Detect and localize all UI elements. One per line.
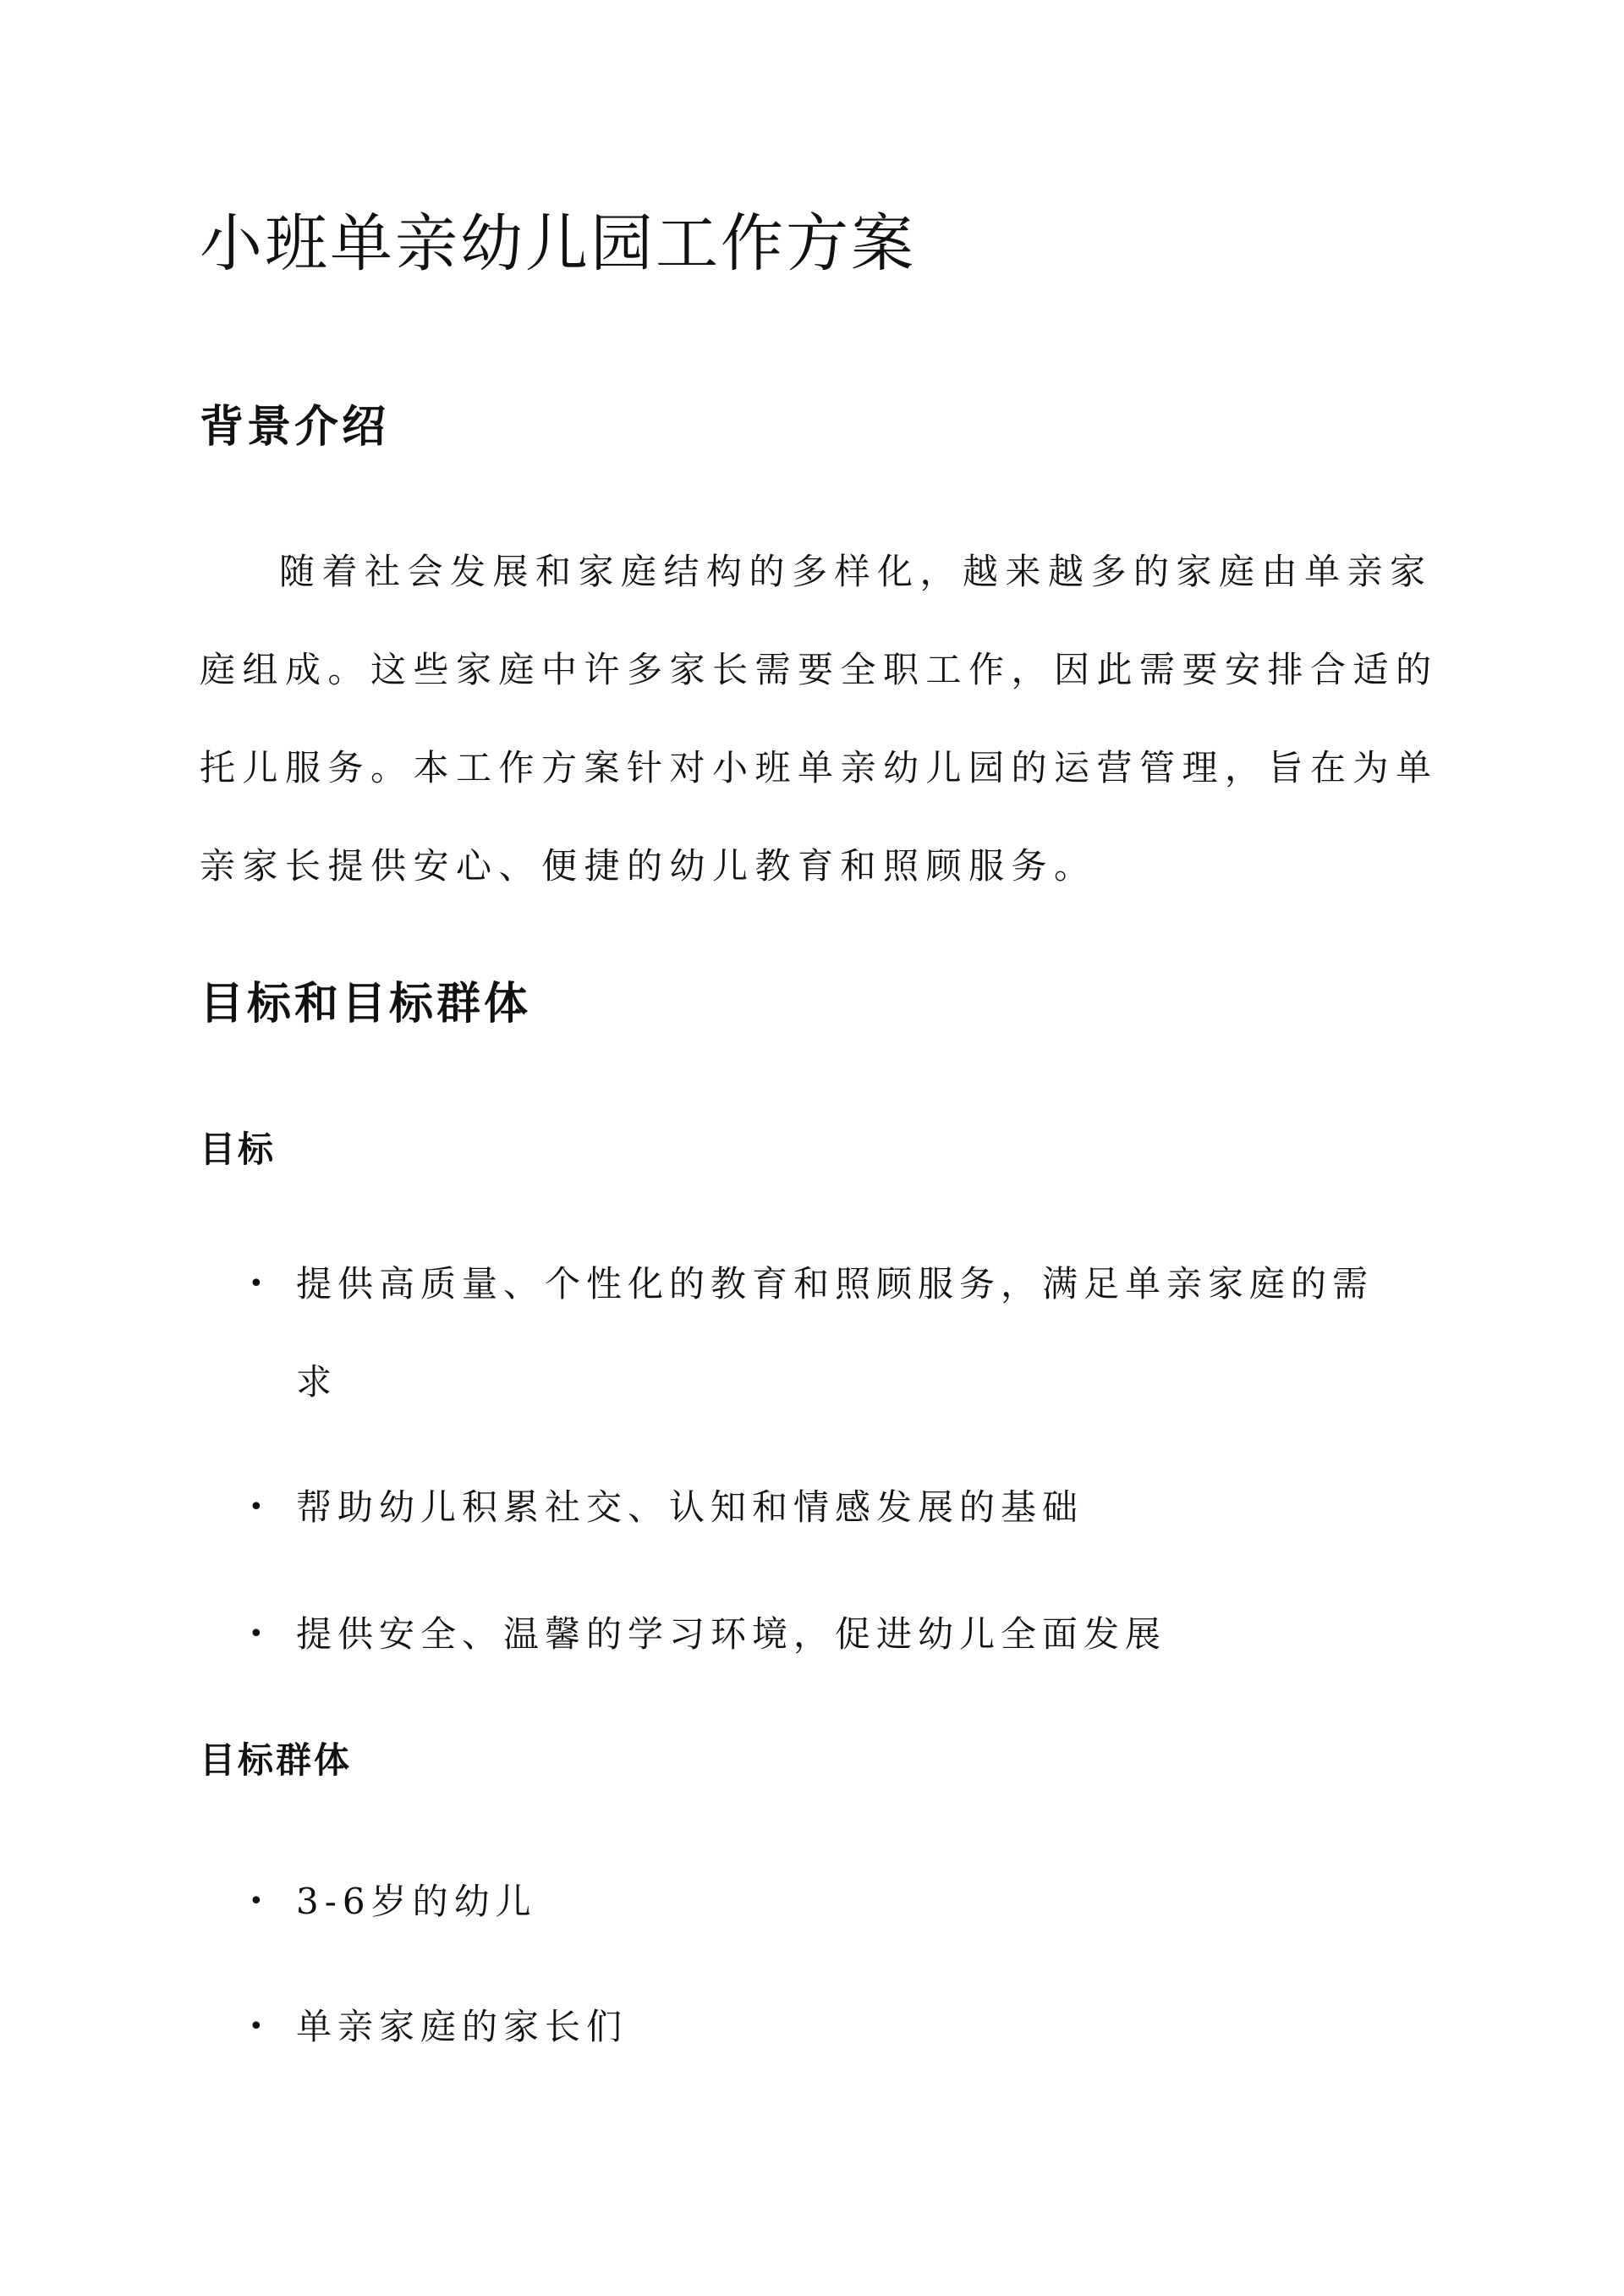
paragraph-line: 庭组成。这些家庭中许多家长需要全职工作，因此需要安排合适的 <box>200 649 1439 690</box>
subsection-heading-goals: 目标 <box>200 1129 277 1170</box>
bullet-icon: • <box>249 1269 264 1299</box>
bullet-icon: • <box>249 1887 264 1916</box>
list-item-text: 求 <box>296 1361 338 1403</box>
list-item-text: 提供安全、温馨的学习环境，促进幼儿全面发展 <box>296 1613 1167 1655</box>
paragraph-line: 亲家长提供安心、便捷的幼儿教育和照顾服务。 <box>200 845 1097 887</box>
list-item-text: 帮助幼儿积累社交、认知和情感发展的基础 <box>296 1486 1084 1528</box>
section-heading-goals-and-groups: 目标和目标群体 <box>200 978 532 1030</box>
bullet-icon: • <box>249 1619 264 1649</box>
bullet-icon: • <box>249 1492 264 1522</box>
bullet-icon: • <box>249 2012 264 2041</box>
list-item-text: 单亲家庭的家长们 <box>296 2006 628 2047</box>
section-heading-background: 背景介绍 <box>200 401 390 453</box>
paragraph-line: 随着社会发展和家庭结构的多样化，越来越多的家庭由单亲家 <box>279 551 1433 592</box>
paragraph-line: 托儿服务。本工作方案针对小班单亲幼儿园的运营管理，旨在为单 <box>200 747 1439 788</box>
document-title: 小班单亲幼儿园工作方案 <box>200 207 916 280</box>
list-item-text: 3-6岁的幼儿 <box>296 1881 537 1922</box>
subsection-heading-target-groups: 目标群体 <box>200 1739 353 1781</box>
list-item-text: 提供高质量、个性化的教育和照顾服务，满足单亲家庭的需 <box>296 1263 1374 1305</box>
